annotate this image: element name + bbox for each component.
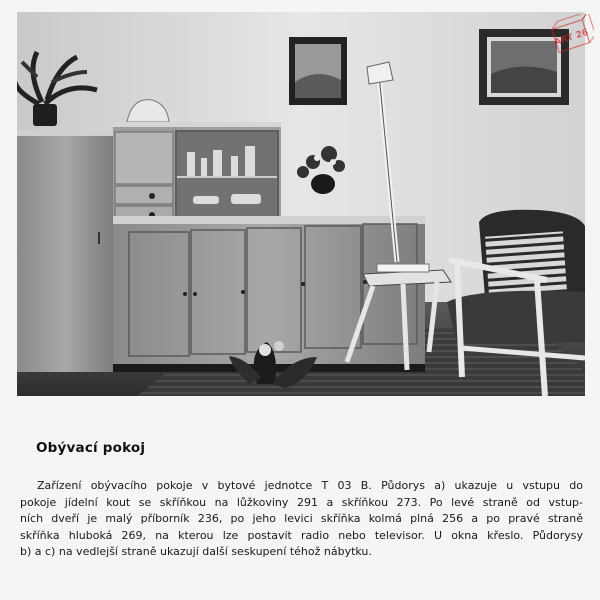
paragraph-line: ních dveří je malý příborník 236, po jeho levici skříňka kolmá plná 256 a po pravé straně bbox=[20, 512, 583, 525]
body-paragraph bbox=[20, 478, 583, 561]
photo-illustration bbox=[17, 12, 585, 396]
living-room-photo bbox=[17, 12, 585, 396]
section-heading: Obývací pokoj bbox=[36, 440, 146, 456]
watermark-text: ART 26 bbox=[552, 27, 590, 49]
art-logo-watermark bbox=[548, 14, 594, 60]
paragraph-line: Zařízení obývacího pokoje v bytové jednotce T 03 B. Půdorys a) ukazuje u vstupu do bbox=[37, 479, 583, 492]
paragraph-line: skříňka hluboká 269, na kterou lze postavit radio nebo televisor. U okna křeslo. Půdorysy bbox=[20, 528, 583, 542]
paragraph-line: pokoje jídelní kout se skříňkou na lůžkoviny 291 a skříňkou 273. Po levé straně od vstup- bbox=[20, 495, 583, 509]
paragraph-line: b) a c) na vedlejší straně ukazují další seskupení téhož nábytku. bbox=[20, 545, 372, 558]
